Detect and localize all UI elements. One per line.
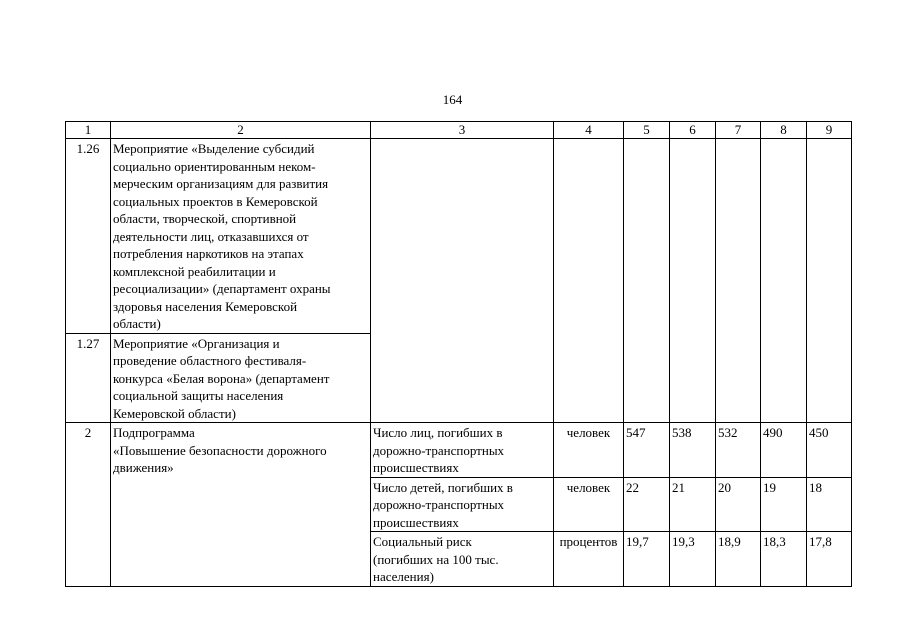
- value-cell: 18: [807, 477, 852, 532]
- value-cell: 19,7: [624, 532, 670, 587]
- row-number: 1.26: [66, 139, 111, 334]
- row-number: 1.27: [66, 333, 111, 423]
- unit-cell: человек: [554, 477, 624, 532]
- indicator-name-text: Социальный риск (погибших на 100 тыс. населения): [373, 534, 499, 584]
- indicator-name: [371, 477, 554, 532]
- value-cell: 18,9: [716, 532, 761, 587]
- empty-cell: [807, 139, 852, 423]
- empty-cell: [670, 139, 716, 423]
- row-number: 2: [66, 423, 111, 587]
- column-header-7: 7: [716, 122, 761, 139]
- column-header-6: 6: [670, 122, 716, 139]
- empty-cell: [761, 139, 807, 423]
- table-row: [66, 139, 852, 334]
- column-header-8: 8: [761, 122, 807, 139]
- value-cell: 22: [624, 477, 670, 532]
- value-cell: 19,3: [670, 532, 716, 587]
- column-header-5: 5: [624, 122, 670, 139]
- row-name: [111, 139, 371, 334]
- column-header-2: 2: [111, 122, 371, 139]
- indicator-name-text: Число лиц, погибших в дорожно-транспортных происшествиях: [373, 425, 505, 475]
- row-name-text: Мероприятие «Организация и проведение областного фестиваля- конкурса «Белая ворона» (департамент социальной защиты населения Кемеровской области): [113, 335, 330, 421]
- indicator-name-text: Число детей, погибших в дорожно-транспортных происшествиях: [373, 479, 513, 530]
- value-cell: 21: [670, 477, 716, 532]
- value-cell: 20: [716, 477, 761, 532]
- indicator-name: [371, 532, 554, 587]
- row-name: [111, 423, 371, 587]
- column-header-4: 4: [554, 122, 624, 139]
- value-cell: 18,3: [761, 532, 807, 587]
- empty-cell: [716, 139, 761, 423]
- column-header-9: 9: [807, 122, 852, 139]
- empty-cell: [554, 139, 624, 423]
- row-name: [111, 333, 371, 423]
- header-row: [66, 122, 852, 139]
- value-cell: 532: [716, 423, 761, 478]
- column-header-1: 1: [66, 122, 111, 139]
- empty-cell: [371, 139, 554, 423]
- row-name-text: Мероприятие «Выделение субсидий социально ориентированным неком- мерческим организациям для развития социальных проектов в Кемеровской области, творческой, спортивной деятельности лиц, отказавшихся от потребления наркотиков на этапах комплексной реабилитации и ресоциализации» (департамент охраны здоровья населения Кемеровской области): [113, 141, 331, 331]
- column-header-3: 3: [371, 122, 554, 139]
- program-table: [65, 121, 852, 587]
- value-cell: 547: [624, 423, 670, 478]
- value-cell: 19: [761, 477, 807, 532]
- table-row: [66, 423, 852, 478]
- value-cell: 490: [761, 423, 807, 478]
- indicator-name: [371, 423, 554, 478]
- empty-cell: [624, 139, 670, 423]
- page-number: 164: [442, 92, 463, 107]
- value-cell: 17,8: [807, 532, 852, 587]
- row-name-text: Подпрограмма «Повышение безопасности дорожного движения»: [113, 425, 327, 475]
- unit-cell: человек: [554, 423, 624, 478]
- value-cell: 450: [807, 423, 852, 478]
- unit-cell: процентов: [554, 532, 624, 587]
- value-cell: 538: [670, 423, 716, 478]
